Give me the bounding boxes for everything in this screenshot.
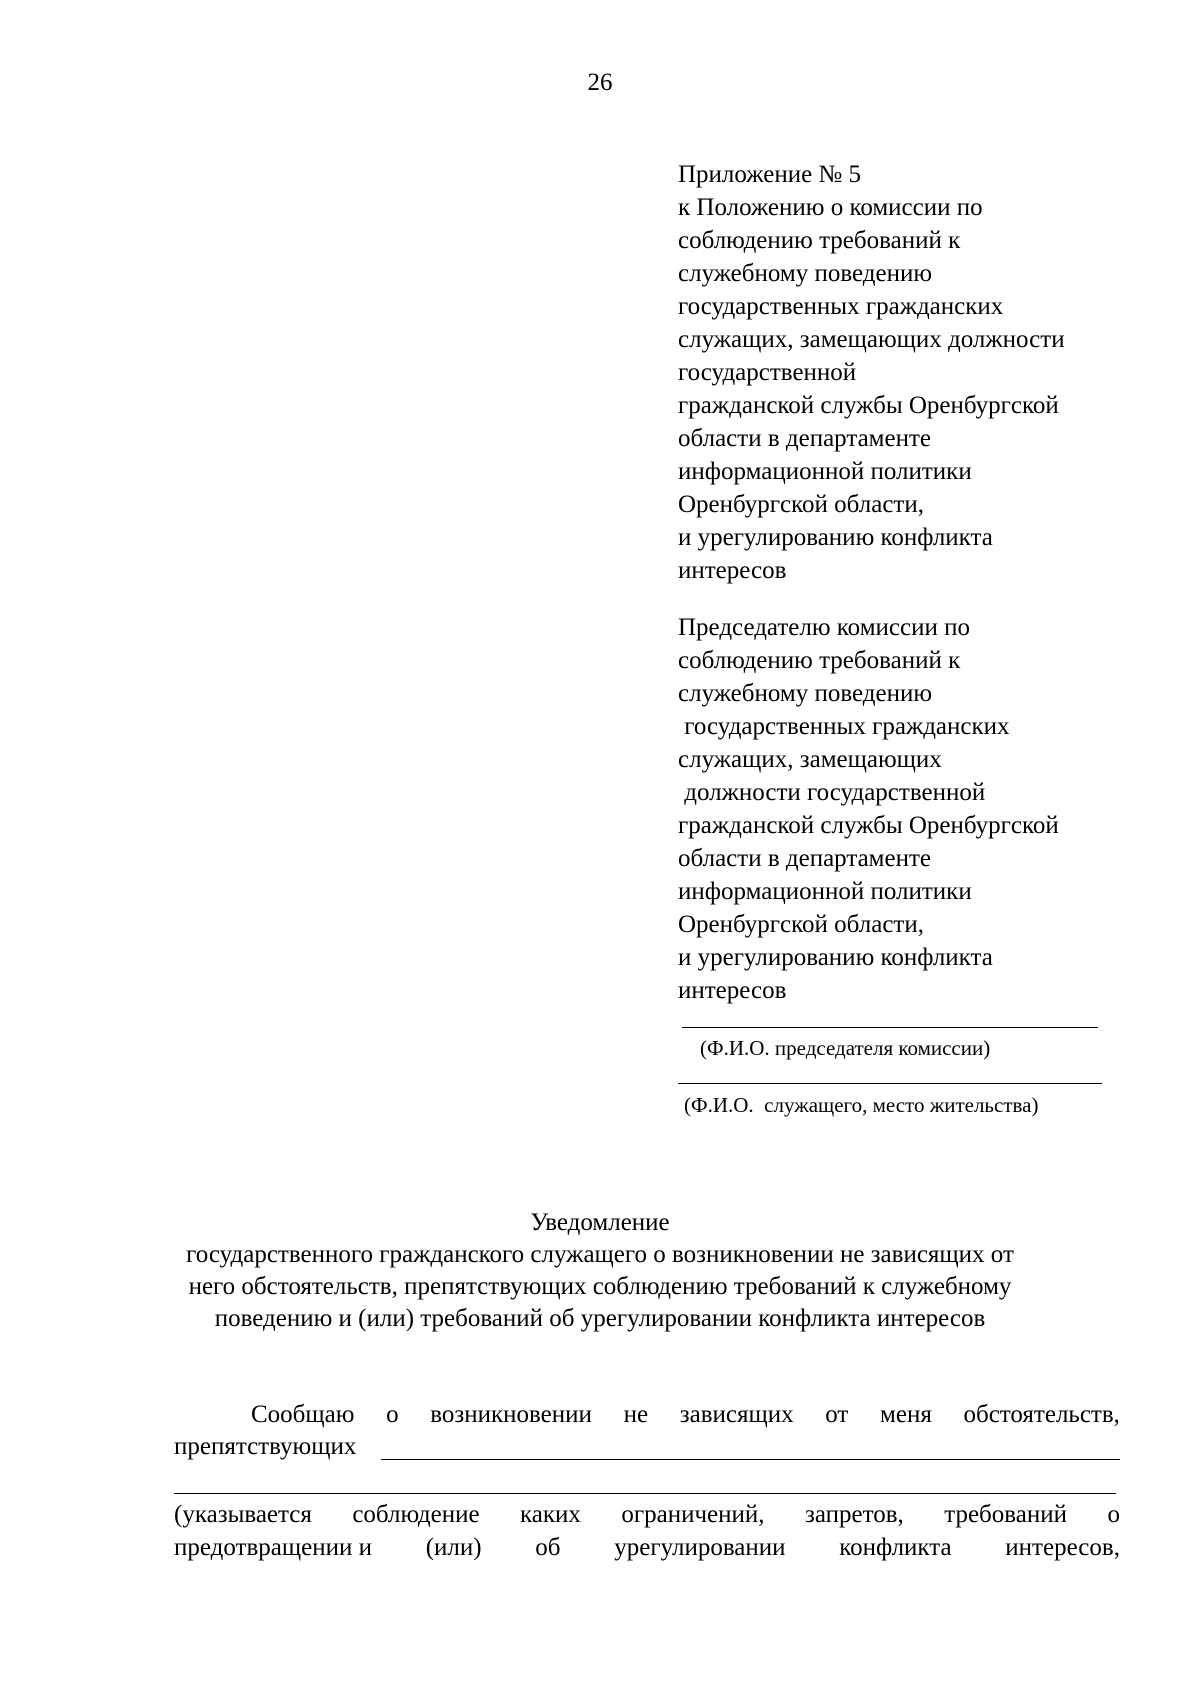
addressee-line: служебному поведению — [678, 680, 933, 707]
notice-subtitle-line: него обстоятельств, препятствующих соблюдению требований к служебному — [188, 1273, 1012, 1300]
employee-name-line — [678, 1083, 1102, 1084]
body-word: от — [825, 1401, 849, 1428]
fill-in-line-full — [174, 1493, 1116, 1494]
body-line-5 — [174, 1533, 1120, 1563]
body-word: (или) — [425, 1534, 482, 1561]
body-word: соблюдение — [352, 1501, 480, 1528]
appendix-line: Приложение № 5 — [678, 161, 862, 188]
body-word: о — [386, 1401, 399, 1428]
notice-subtitle-line: государственного гражданского служащего о возникновении не зависящих от — [186, 1241, 1014, 1268]
addressee-line: должности государственной — [678, 779, 986, 806]
appendix-line: соблюдению требований к — [678, 227, 961, 254]
appendix-line: государственных гражданских — [678, 293, 1004, 320]
body-word: обстоятельств, — [963, 1401, 1120, 1428]
body-word: зависящих — [679, 1401, 794, 1428]
notice-subtitle-line: поведению и (или) требований об урегулировании конфликта интересов — [214, 1305, 986, 1332]
body-word: возникновении — [430, 1401, 592, 1428]
appendix-line: и урегулированию конфликта — [678, 524, 993, 551]
addressee-line: интересов — [678, 977, 787, 1004]
notice-title: Уведомление — [530, 1209, 670, 1236]
body-word: о — [1107, 1501, 1120, 1528]
fill-in-line — [381, 1459, 1120, 1460]
addressee-line: государственных гражданских — [678, 713, 1010, 740]
body-word: не — [623, 1401, 649, 1428]
body-word: конфликта — [839, 1534, 952, 1561]
body-word: каких — [520, 1501, 581, 1528]
body-line-2-prefix: препятствующих — [174, 1433, 357, 1460]
addressee-line: служащих, замещающих — [678, 746, 942, 773]
appendix-line: к Положению о комиссии по — [678, 194, 983, 221]
body-word: урегулировании — [614, 1534, 786, 1561]
appendix-line: интересов — [678, 557, 787, 584]
addressee-line: Председателю комиссии по — [678, 614, 970, 641]
body-word: об — [535, 1534, 561, 1561]
addressee-line: соблюдению требований к — [678, 647, 961, 674]
addressee-line: области в департаменте — [678, 845, 931, 872]
addressee-line: информационной политики — [678, 878, 972, 905]
employee-caption: (Ф.И.О. служащего, место жительства) — [684, 1093, 1039, 1117]
appendix-line: гражданской службы Оренбургской — [678, 392, 1059, 419]
body-line-4 — [174, 1500, 1120, 1530]
chairman-caption: (Ф.И.О. председателя комиссии) — [700, 1036, 991, 1060]
body-word: запретов, — [804, 1501, 904, 1528]
addressee-line: Оренбургской области, — [678, 911, 924, 938]
body-word: (указывается — [174, 1501, 312, 1528]
appendix-line: государственной — [678, 359, 857, 386]
body-line-1 — [251, 1400, 1120, 1430]
addressee-line: и урегулированию конфликта — [678, 944, 993, 971]
appendix-line: служащих, замещающих должности — [678, 326, 1065, 353]
appendix-line: области в департаменте — [678, 425, 931, 452]
appendix-line: Оренбургской области, — [678, 491, 924, 518]
body-word: ограничений, — [621, 1501, 765, 1528]
body-word: интересов, — [1005, 1534, 1120, 1561]
page-number: 26 — [587, 69, 613, 96]
appendix-line: информационной политики — [678, 458, 972, 485]
body-word: Сообщаю — [251, 1401, 355, 1428]
appendix-line: служебному поведению — [678, 260, 933, 287]
body-word: предотвращении и — [174, 1534, 372, 1561]
body-word: меня — [880, 1401, 932, 1428]
body-word: требований — [944, 1501, 1067, 1528]
addressee-line: гражданской службы Оренбургской — [678, 812, 1059, 839]
chairman-name-line — [682, 1027, 1098, 1028]
